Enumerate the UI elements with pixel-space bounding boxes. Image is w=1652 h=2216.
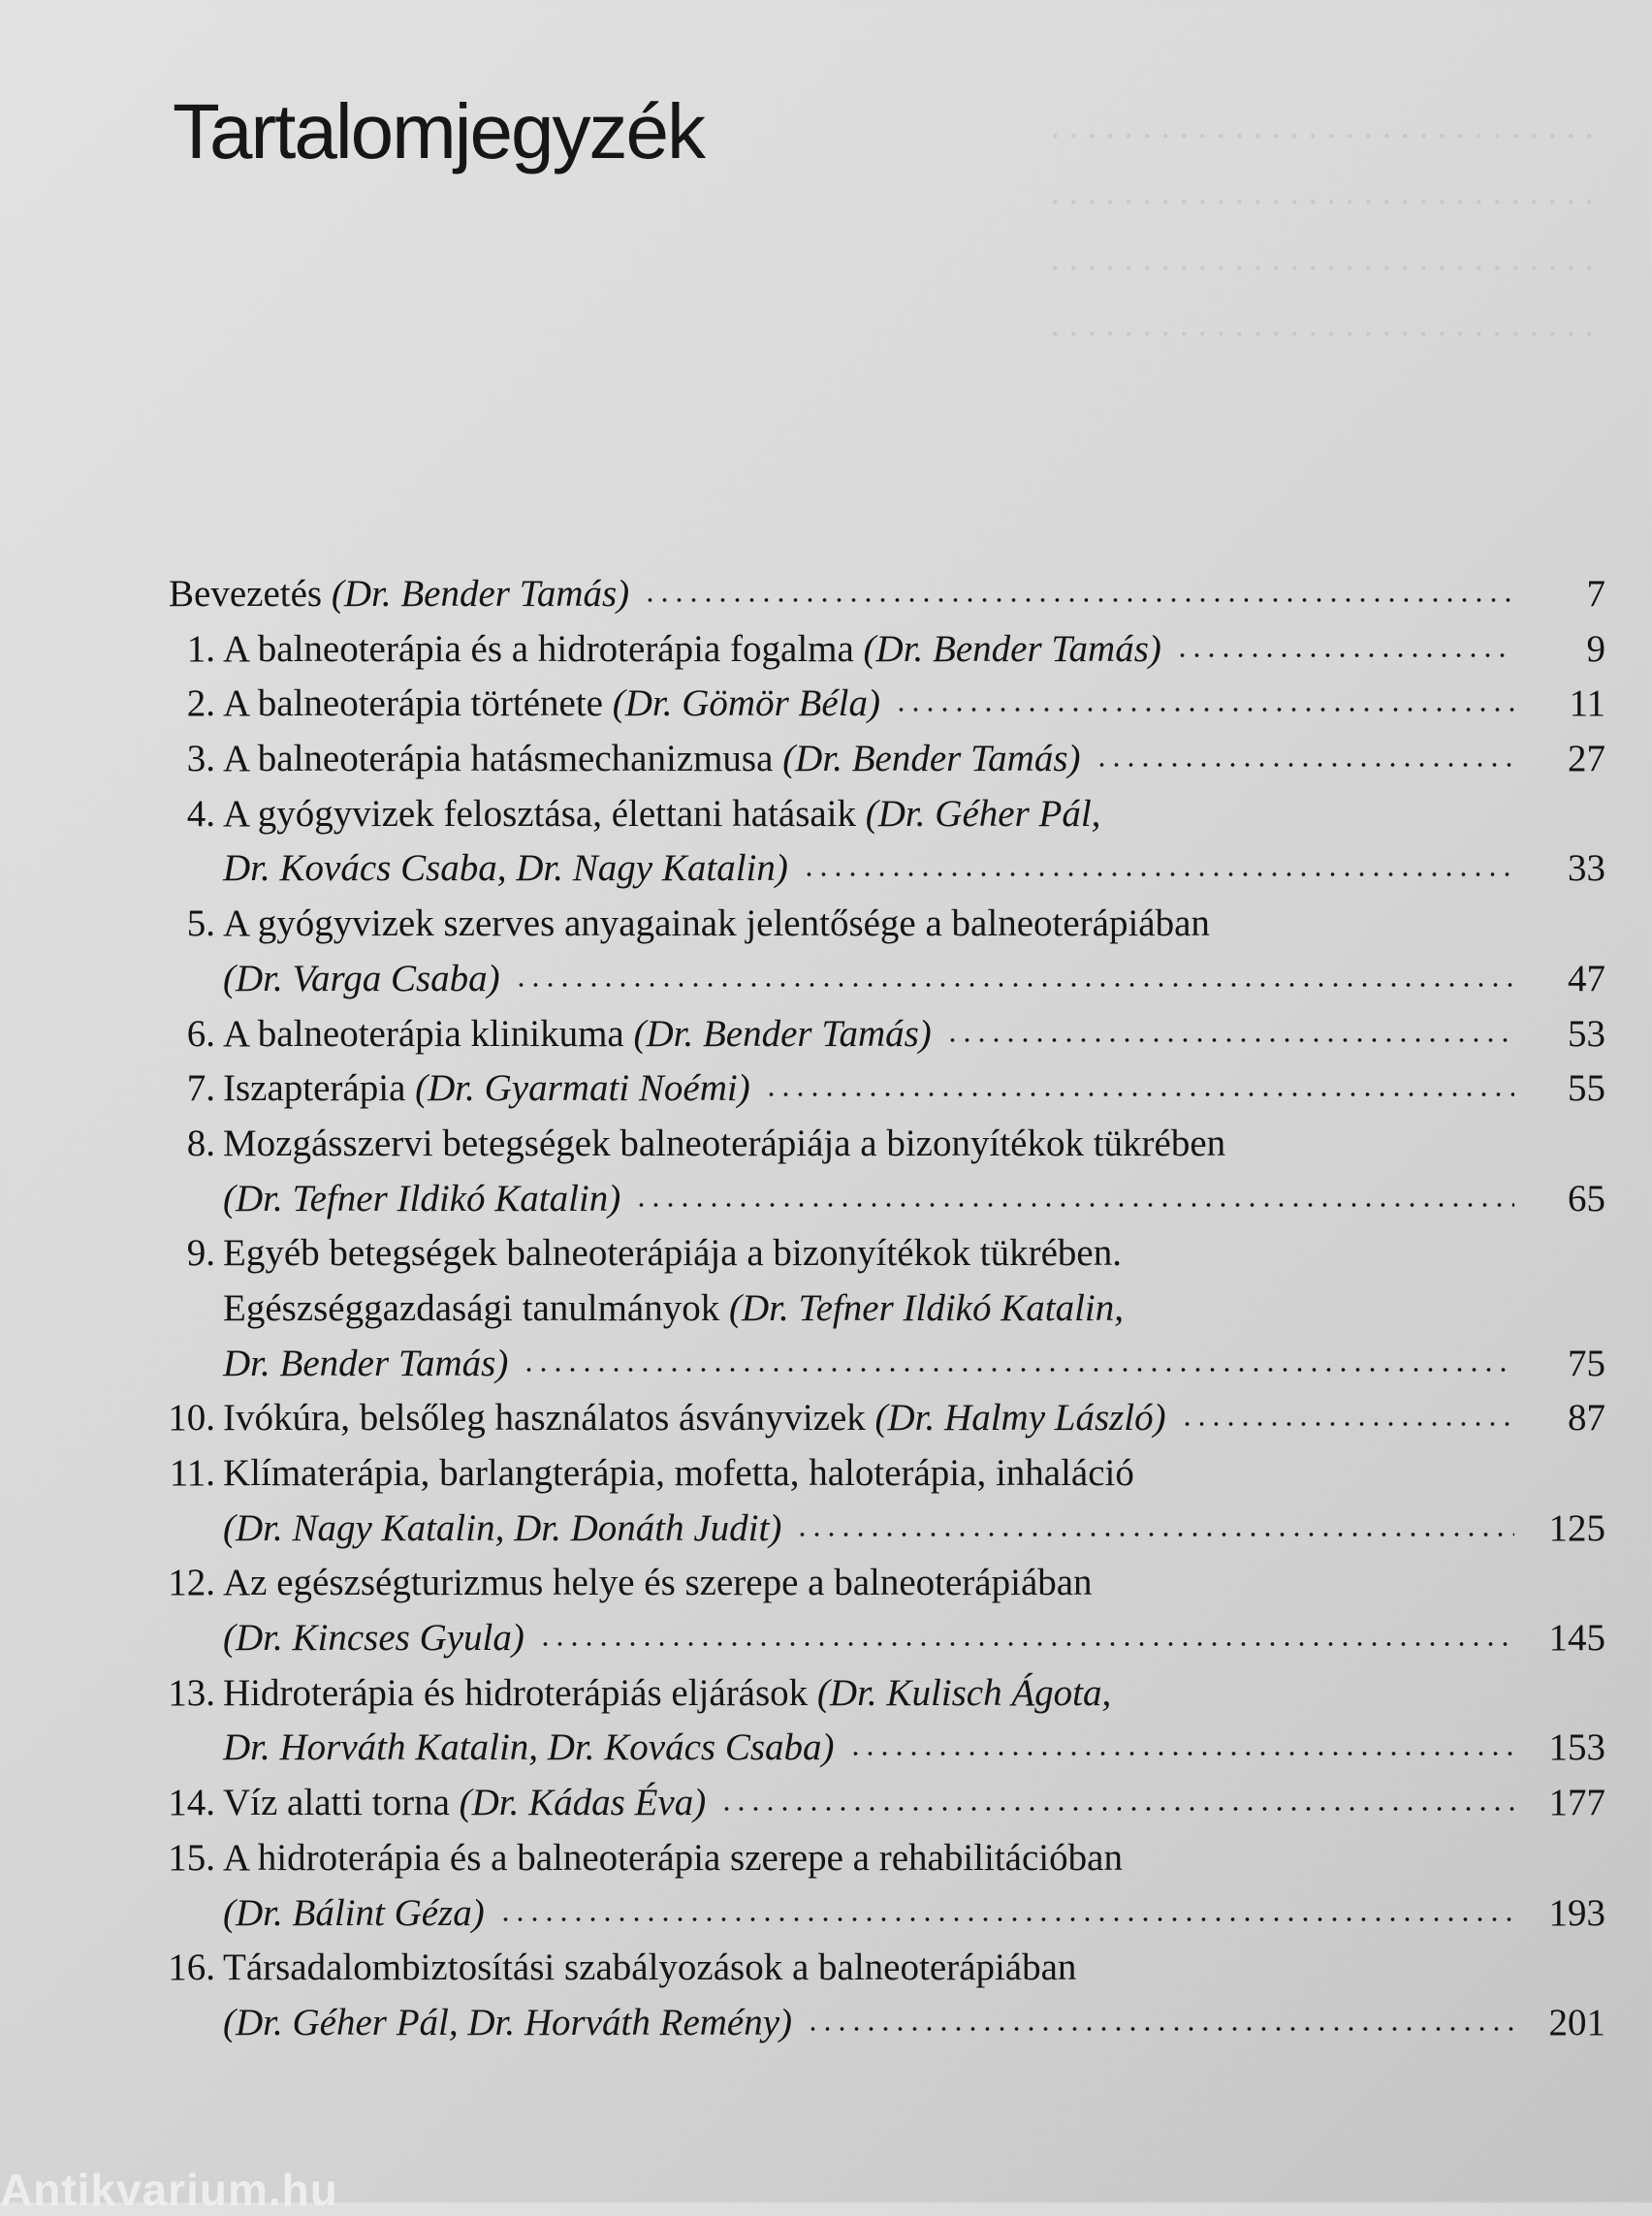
dot-leader: [894, 706, 1514, 713]
toc-line: [143, 1561, 1605, 1616]
toc-entry-text: [223, 1946, 1076, 1989]
entry-author: (Dr. Bender Tamás): [633, 1012, 932, 1055]
entry-title: Egészséggazdasági tanulmányok: [223, 1286, 720, 1329]
page-title: Tartalomjegyzék: [173, 88, 705, 174]
entry-page-number: 153: [1548, 1726, 1605, 1769]
entry-title: Hidroterápia és hidroterápiás eljárások: [223, 1671, 809, 1714]
entry-number: 14.: [168, 1782, 215, 1824]
entry-author: (Dr. Géher Pál, Dr. Horváth Remény): [223, 2001, 793, 2043]
toc-line: [143, 957, 1605, 1012]
dot-leader: [945, 1036, 1514, 1044]
toc-line: [143, 681, 1605, 737]
toc-entry-intro[interactable]: [143, 572, 1605, 627]
entry-author: (Dr. Kulisch Ágota,: [816, 1671, 1112, 1714]
toc-entry-text: [223, 1506, 781, 1550]
toc-entry-text: [223, 1177, 620, 1220]
entry-title: Bevezetés: [169, 573, 323, 615]
entry-author: (Dr. Kincses Gyula): [223, 1617, 524, 1660]
entry-title: Az egészségturizmus helye és szerepe a balneoterápiában: [223, 1562, 1093, 1604]
toc-entry[interactable]: [143, 737, 1605, 792]
toc-entry-text: [223, 1451, 1134, 1495]
entry-author: (Dr. Bender Tamás): [782, 738, 1081, 780]
toc-entry[interactable]: [143, 792, 1605, 902]
toc-line: [143, 1506, 1605, 1562]
toc-line: [143, 1396, 1605, 1451]
entry-number: 13.: [168, 1671, 215, 1714]
toc-entry[interactable]: [143, 1946, 1605, 2055]
entry-number: 3.: [186, 738, 215, 780]
dot-leader: [1175, 651, 1514, 659]
dot-leader: [719, 1805, 1514, 1813]
toc-line: [143, 902, 1605, 957]
entry-title: Mozgásszervi betegségek balneoterápiája a bizonyítékok tükrében: [223, 1122, 1226, 1164]
bleed-through-text: . . . . . . . . . . . . . . . . . . . . . . . . . . . . . . . . . . . . . . . . . . . . . . . . . . . . . . . . . . . . . . . . . . . . . . . . . . . . . . . . . . . . . . . . . . . . . . . . . . . . . . . . . . . . . . . . . . . . . . . .: [1050, 106, 1594, 344]
entry-page-number: 177: [1548, 1782, 1605, 1824]
entry-page-number: 201: [1548, 2001, 1605, 2043]
toc-entry-text: [223, 846, 788, 890]
entry-title: A hidroterápia és a balneoterápia szerepe a rehabilitációban: [223, 1836, 1123, 1879]
toc-entry-text: [223, 737, 1081, 780]
toc-entry[interactable]: [143, 902, 1605, 1011]
entry-title: Társadalombiztosítási szabályozások a balneoterápiában: [223, 1947, 1077, 1989]
dot-leader: [498, 1915, 1514, 1923]
dot-leader: [806, 2025, 1514, 2033]
entry-author: (Dr. Géher Pál,: [865, 792, 1101, 835]
toc-line: [143, 1342, 1605, 1397]
table-of-contents: [143, 572, 1605, 2056]
toc-entry[interactable]: [143, 1451, 1605, 1561]
toc-entry-text: [223, 792, 1100, 836]
toc-entry-text: [223, 1122, 1225, 1165]
toc-entry-text: [223, 1066, 750, 1110]
toc-entry[interactable]: [143, 681, 1605, 737]
toc-entry-text: [223, 1342, 508, 1385]
entry-title: Klímaterápia, barlangterápia, mofetta, haloterápia, inhaláció: [223, 1452, 1134, 1494]
entry-author: (Dr. Gömör Béla): [612, 682, 880, 725]
toc-entry-text: [223, 957, 500, 1000]
entry-title: A gyógyvizek szerves anyagainak jelentősége a balneoterápiában: [223, 902, 1210, 945]
entry-author: Dr. Bender Tamás): [223, 1342, 509, 1384]
entry-author: (Dr. Gyarmati Noémi): [415, 1067, 750, 1110]
toc-line: [143, 627, 1605, 682]
toc-entry-text: [223, 1396, 1166, 1440]
toc-line: [143, 1177, 1605, 1232]
entry-page-number: 33: [1568, 847, 1605, 890]
toc-entry[interactable]: [143, 1122, 1605, 1231]
toc-line: [143, 1946, 1605, 2001]
entry-title: Víz alatti torna: [223, 1782, 450, 1824]
entry-author: Dr. Horváth Katalin, Dr. Kovács Csaba): [223, 1726, 835, 1769]
entry-page-number: 55: [1568, 1067, 1605, 1110]
entry-author: (Dr. Bálint Géza): [223, 1891, 485, 1934]
toc-line: [143, 737, 1605, 792]
entry-page-number: 65: [1568, 1177, 1605, 1219]
entry-number: 8.: [186, 1122, 215, 1164]
entry-number: 1.: [186, 627, 215, 670]
toc-entry[interactable]: [143, 1561, 1605, 1670]
toc-entry-text: [223, 1781, 706, 1824]
entry-number: 7.: [186, 1067, 215, 1110]
entry-number: 15.: [168, 1836, 215, 1879]
entry-title: Ivókúra, belsőleg használatos ásványvizek: [223, 1397, 866, 1440]
entry-number: 10.: [168, 1397, 215, 1440]
entry-page-number: 27: [1568, 738, 1605, 780]
toc-entry[interactable]: [143, 1671, 1605, 1781]
entry-page-number: 87: [1568, 1397, 1605, 1440]
toc-line: [143, 1781, 1605, 1836]
toc-entry-text: [223, 1616, 524, 1660]
toc-line: [143, 1066, 1605, 1122]
toc-line: [143, 1122, 1605, 1177]
toc-entry-text: [223, 627, 1161, 671]
entry-page-number: 145: [1548, 1617, 1605, 1660]
toc-entry[interactable]: [143, 1012, 1605, 1067]
dot-leader: [802, 871, 1514, 878]
toc-entry-text: [223, 1012, 932, 1056]
entry-title: A balneoterápia története: [223, 682, 603, 725]
dot-leader: [514, 981, 1514, 989]
toc-entry-text: [223, 1725, 835, 1769]
entry-number: 9.: [186, 1232, 215, 1275]
entry-author: (Dr. Varga Csaba): [223, 957, 500, 999]
entry-page-number: 75: [1568, 1342, 1605, 1384]
entry-title: A gyógyvizek felosztása, élettani hatásaik: [223, 792, 857, 835]
toc-entry-text: [223, 1561, 1093, 1604]
toc-line: [143, 1725, 1605, 1781]
entry-title: A balneoterápia és a hidroterápia fogalma: [223, 627, 854, 670]
entry-number: 4.: [186, 792, 215, 835]
entry-page-number: 11: [1569, 682, 1605, 725]
entry-page-number: 7: [1586, 573, 1605, 615]
toc-entry[interactable]: [143, 1396, 1605, 1451]
entry-page-number: 125: [1548, 1506, 1605, 1549]
toc-entry[interactable]: [143, 627, 1605, 682]
toc-line: [143, 1671, 1605, 1726]
entry-page-number: 53: [1568, 1012, 1605, 1055]
toc-entry[interactable]: [143, 1066, 1605, 1122]
toc-entry-text: [223, 1891, 485, 1935]
toc-line: [143, 792, 1605, 847]
entry-number: 12.: [168, 1562, 215, 1604]
toc-entry-text: [223, 2001, 792, 2044]
entry-page-number: 47: [1568, 957, 1605, 999]
dot-leader: [1180, 1420, 1514, 1428]
toc-entry-text: [223, 1231, 1122, 1275]
dot-leader: [795, 1531, 1514, 1538]
entry-page-number: 9: [1586, 627, 1605, 670]
entry-number: 5.: [186, 902, 215, 945]
entry-number: 11.: [169, 1452, 215, 1494]
toc-line: [143, 1231, 1605, 1286]
entry-title: A balneoterápia hatásmechanizmusa: [223, 738, 774, 780]
dot-leader: [643, 596, 1514, 604]
toc-line: [143, 2001, 1605, 2056]
toc-line: [143, 1286, 1605, 1342]
entry-author: Dr. Kovács Csaba, Dr. Nagy Katalin): [223, 847, 788, 890]
toc-entry[interactable]: [143, 1231, 1605, 1396]
toc-line: [143, 1891, 1605, 1947]
entry-number: 16.: [168, 1947, 215, 1989]
toc-line: [143, 846, 1605, 902]
toc-line: [143, 1012, 1605, 1067]
entry-number: 2.: [186, 682, 215, 725]
toc-line: [143, 1451, 1605, 1506]
toc-entry[interactable]: [143, 1836, 1605, 1946]
entry-title: Egyéb betegségek balneoterápiája a bizonyítékok tükrében.: [223, 1232, 1122, 1275]
toc-line: [143, 1616, 1605, 1671]
entry-title: A balneoterápia klinikuma: [223, 1012, 624, 1055]
entry-number: 6.: [186, 1012, 215, 1055]
entry-author: (Dr. Kádas Éva): [459, 1782, 707, 1824]
entry-title: Iszapterápia: [223, 1067, 406, 1110]
entry-page-number: 193: [1548, 1891, 1605, 1934]
dot-leader: [848, 1750, 1514, 1757]
entry-author: (Dr. Halmy László): [874, 1397, 1166, 1440]
watermark-logo: Antikvarium.hu: [0, 2165, 338, 2215]
toc-line: [143, 1836, 1605, 1891]
toc-entry-text: [223, 902, 1210, 945]
dot-leader: [538, 1640, 1514, 1648]
dot-leader: [634, 1201, 1514, 1209]
toc-entry-text: [223, 681, 880, 725]
entry-author: (Dr. Tefner Ildikó Katalin): [223, 1177, 621, 1219]
dot-leader: [764, 1091, 1514, 1098]
entry-author: (Dr. Bender Tamás): [331, 573, 630, 615]
toc-entry-text: [223, 1286, 1124, 1330]
toc-entry-text: [143, 572, 629, 616]
toc-entry-text: [223, 1836, 1123, 1880]
entry-author: (Dr. Nagy Katalin, Dr. Donáth Judit): [223, 1506, 782, 1549]
toc-entry[interactable]: [143, 1781, 1605, 1836]
toc-entry-text: [223, 1671, 1111, 1715]
dot-leader: [1095, 761, 1514, 769]
dot-leader: [522, 1366, 1514, 1374]
entry-author: (Dr. Bender Tamás): [863, 627, 1161, 670]
entry-author: (Dr. Tefner Ildikó Katalin,: [729, 1286, 1124, 1329]
toc-line: [143, 572, 1605, 627]
